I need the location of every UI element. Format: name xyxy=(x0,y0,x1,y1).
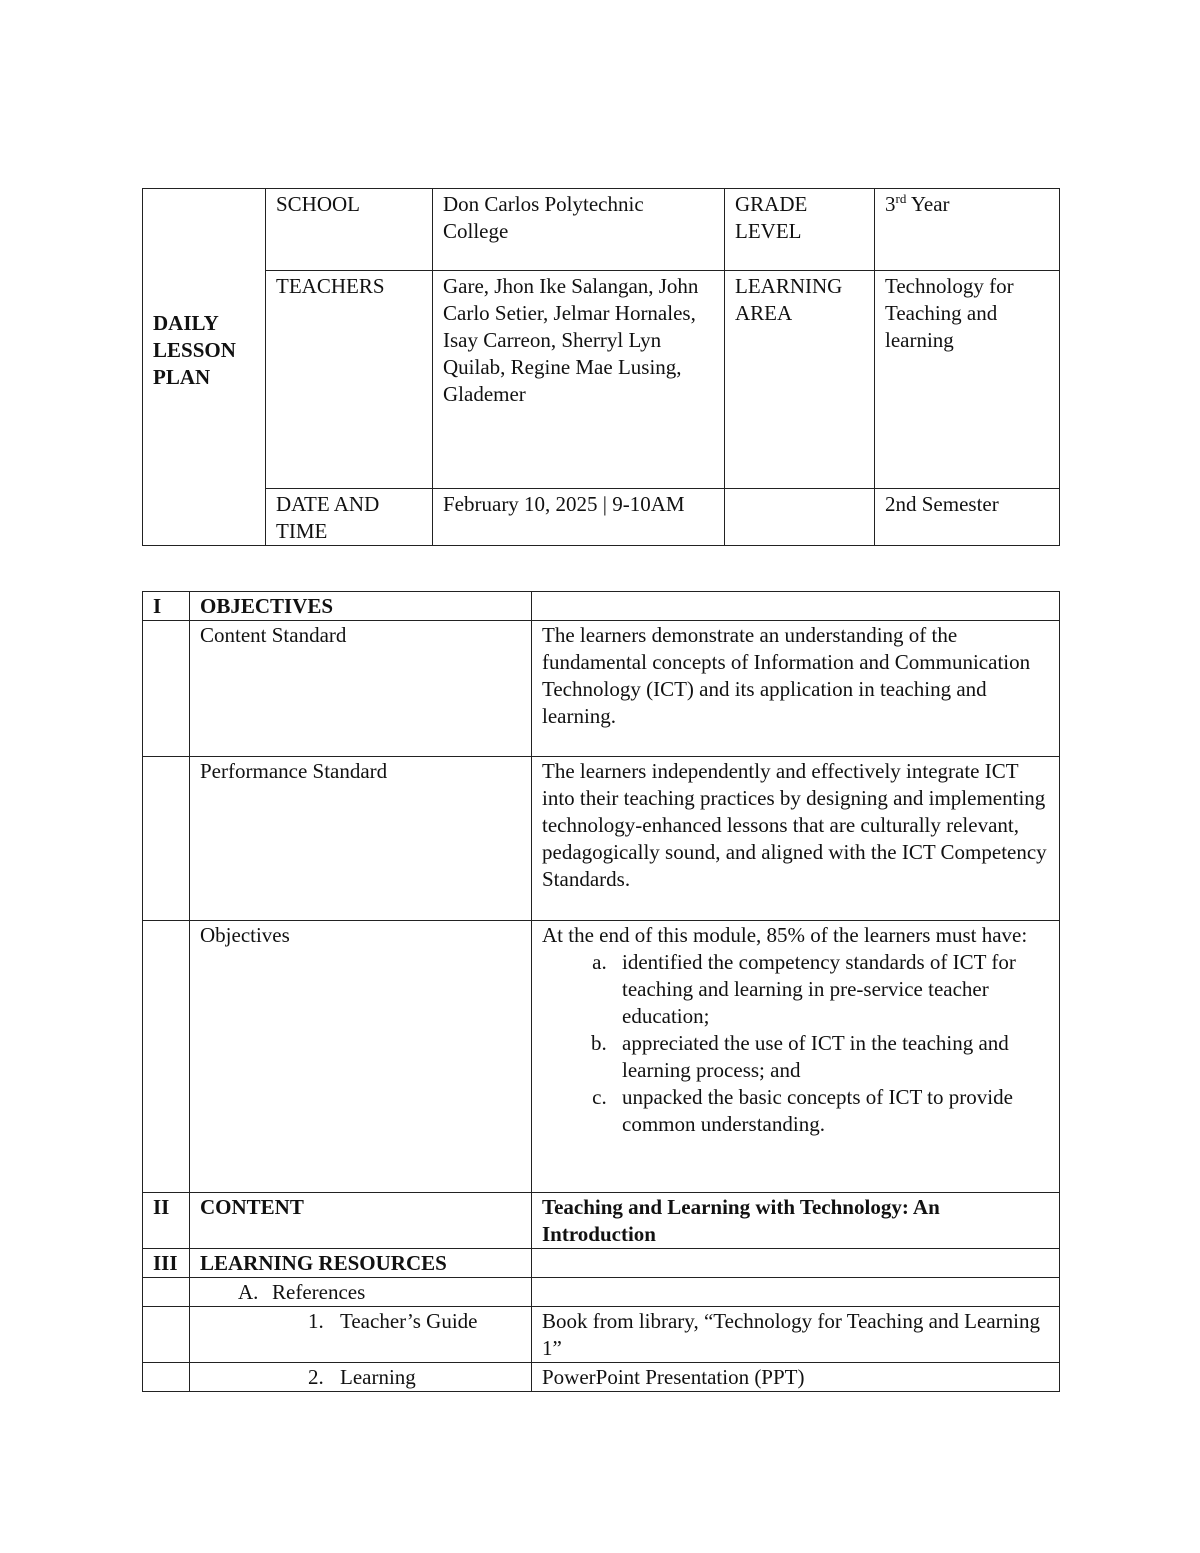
teachers-label: TEACHERS xyxy=(266,271,433,489)
performance-standard-num-cell xyxy=(143,757,190,921)
learning-label-cell xyxy=(190,1363,532,1392)
date-extra-cell xyxy=(725,489,875,546)
semester-value: 2nd Semester xyxy=(875,489,1060,546)
date-time-value: February 10, 2025 | 9-10AM xyxy=(433,489,725,546)
objectives-label: Objectives xyxy=(190,921,532,1193)
teachers-guide-label-cell xyxy=(190,1307,532,1363)
school-value: Don Carlos Polytechnic College xyxy=(433,189,725,271)
objective-item: a. identified the competency standards of ICT for teaching and learning in pre-service teacher education; xyxy=(612,949,1049,1030)
teachers-value: Gare, Jhon Ike Salangan, John Carlo Setier, Jelmar Hornales, Isay Carreon, Sherryl Lyn Quilab, Regine Mae Lusing, Glademer xyxy=(433,271,725,489)
objective-item: c. unpacked the basic concepts of ICT to provide common understanding. xyxy=(612,1084,1049,1138)
content-numeral: II xyxy=(143,1193,190,1249)
teachers-guide-label: Teacher’s Guide xyxy=(340,1309,478,1333)
content-standard-text: The learners demonstrate an understanding of the fundamental concepts of Information and Communication Technology (ICT) and its application in teaching and learning. xyxy=(532,621,1060,757)
content-standard-label: Content Standard xyxy=(190,621,532,757)
lesson-plan-body-table xyxy=(142,591,1060,1392)
date-time-label: DATE AND TIME xyxy=(266,489,433,546)
teachers-guide-num-cell xyxy=(143,1307,190,1363)
grade-ordinal-suffix: rd xyxy=(895,191,907,206)
learning-area-value: Technology for Teaching and learning xyxy=(875,271,1060,489)
references-num-cell xyxy=(143,1278,190,1307)
objectives-num-cell xyxy=(143,921,190,1193)
references-empty xyxy=(532,1278,1060,1307)
objectives-heading-empty xyxy=(532,592,1060,621)
teachers-guide-value: Book from library, “Technology for Teaching and Learning 1” xyxy=(532,1307,1060,1363)
resources-numeral: III xyxy=(143,1249,190,1278)
grade-level-value xyxy=(875,189,1060,271)
objectives-intro: At the end of this module, 85% of the learners must have: xyxy=(542,923,1028,947)
learning-value: PowerPoint Presentation (PPT) xyxy=(532,1363,1060,1392)
resources-heading: LEARNING RESOURCES xyxy=(190,1249,532,1278)
learning-marker: 2. xyxy=(308,1365,324,1389)
references-label: References xyxy=(272,1280,366,1304)
objectives-heading: OBJECTIVES xyxy=(190,592,532,621)
grade-year: Year xyxy=(906,192,950,216)
content-text: Teaching and Learning with Technology: An Introduction xyxy=(532,1193,1060,1249)
learning-area-label: LEARNING AREA xyxy=(725,271,875,489)
resources-heading-empty xyxy=(532,1249,1060,1278)
school-label: SCHOOL xyxy=(266,189,433,271)
teachers-guide-marker: 1. xyxy=(308,1309,324,1333)
objective-item: b. appreciated the use of ICT in the teaching and learning process; and xyxy=(612,1030,1049,1084)
grade-level-label: GRADE LEVEL xyxy=(725,189,875,271)
learning-num-cell xyxy=(143,1363,190,1392)
grade-number: 3 xyxy=(885,192,896,216)
daily-lesson-plan-title-cell xyxy=(143,189,266,546)
lesson-plan-header-table xyxy=(142,188,1060,546)
content-heading: CONTENT xyxy=(190,1193,532,1249)
performance-standard-label: Performance Standard xyxy=(190,757,532,921)
references-marker: A. xyxy=(238,1280,259,1304)
objectives-list xyxy=(542,949,1049,1138)
performance-standard-text: The learners independently and effectively integrate ICT into their teaching practices by designing and implementing technology-enhanced lessons that are culturally relevant, pedagogically sound, and aligned with the ICT Competency Standards. xyxy=(532,757,1060,921)
daily-lesson-plan-title: DAILY LESSON PLAN xyxy=(153,310,236,389)
objectives-numeral: I xyxy=(143,592,190,621)
objectives-text-cell xyxy=(532,921,1060,1193)
content-standard-num-cell xyxy=(143,621,190,757)
learning-label: Learning xyxy=(340,1365,416,1389)
references-label-cell xyxy=(190,1278,532,1307)
